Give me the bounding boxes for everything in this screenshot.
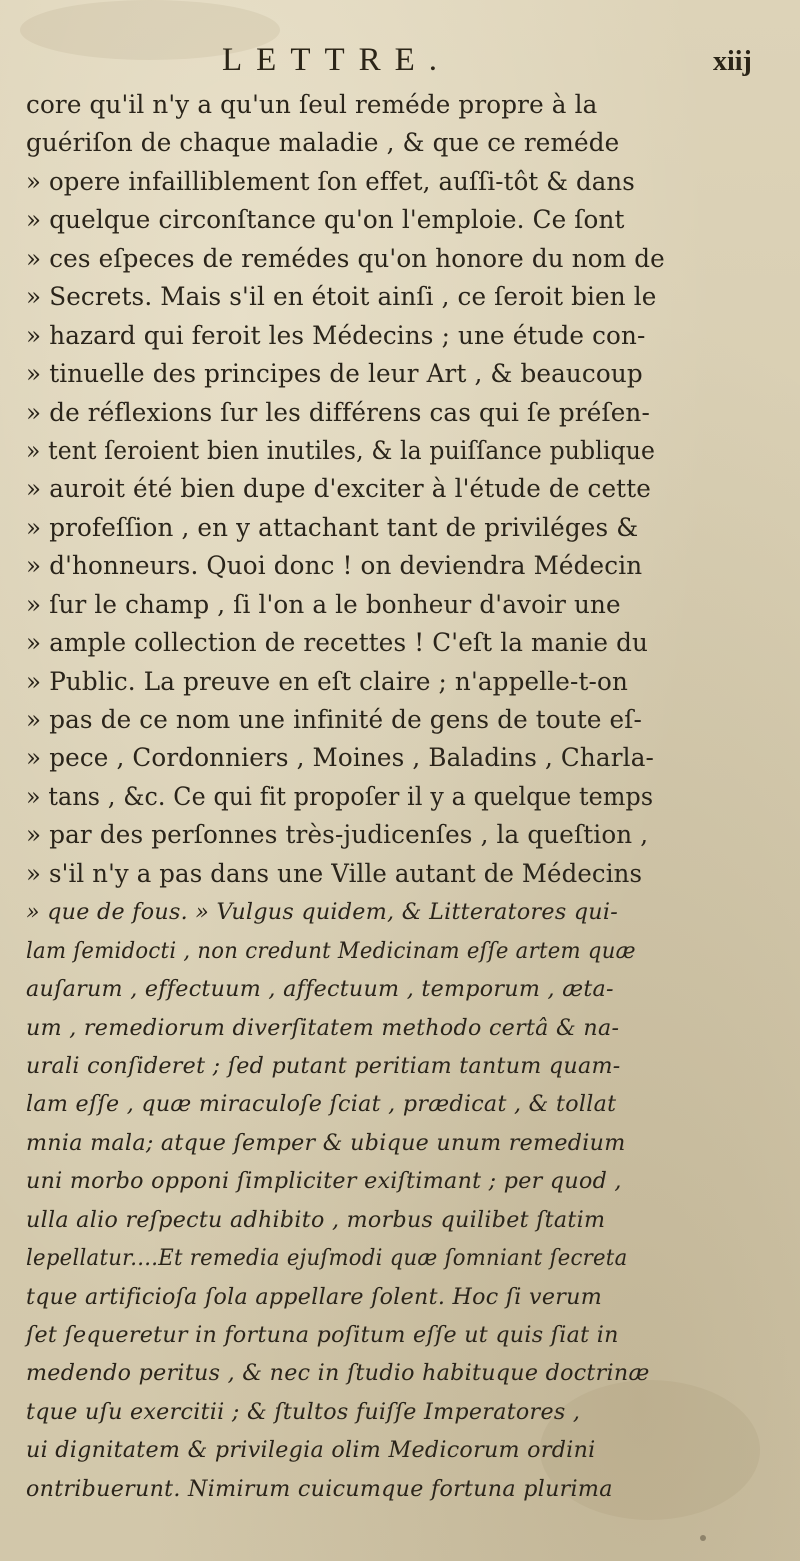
- text-line: ulla alio reſpectu adhibito , morbus quilibet ſtatim: [26, 1206, 606, 1233]
- text-line: » profeſſion , en y attachant tant de priviléges &: [26, 512, 639, 542]
- page-header: [0, 42, 800, 82]
- text-line: ſet ſequeretur in fortuna poſitum eſſe ut quis ſiat in: [26, 1322, 619, 1348]
- body-text: [26, 86, 786, 1508]
- text-line: ontribuerunt. Nimirum cuicumque fortuna plurima: [26, 1475, 613, 1502]
- text-line: » de réflexions ſur les différens cas qui ſe préſen-: [26, 397, 650, 427]
- text-line: mnia mala; atque ſemper & ubique unum remedium: [26, 1129, 626, 1156]
- text-line: core qu'il n'y a qu'un ſeul reméde propre à la: [26, 90, 598, 119]
- text-line: guériſon de chaque maladie , & que ce reméde: [26, 128, 620, 158]
- text-line: » opere infailliblement ſon effet, auſſi-tôt & dans: [26, 166, 635, 196]
- text-line: ui dignitatem & privilegia olim Medicorum ordini: [26, 1437, 596, 1464]
- text-line: » Secrets. Mais s'il en étoit ainſi , ce ſeroit bien le: [26, 282, 657, 312]
- text-line: » ſur le champ , ſi l'on a le bonheur d'avoir une: [26, 589, 621, 619]
- text-line: » ces eſpeces de remédes qu'on honore du nom de: [26, 243, 665, 273]
- text-line: » tans , &c. Ce qui fit propoſer il y a quelque temps: [26, 781, 654, 811]
- ink-speck: [700, 1535, 706, 1541]
- text-line: » que de fous. » Vulgus quidem, & Litteratores qui-: [26, 899, 619, 926]
- text-line: urali conſideret ; ſed putant peritiam tantum quam-: [26, 1052, 621, 1079]
- text-line: uni morbo opponi ſimpliciter exiſtimant ; per quod ,: [26, 1168, 622, 1195]
- page-number: xiij: [713, 46, 752, 77]
- text-line: um , remediorum diverſitatem methodo certâ & na-: [26, 1014, 620, 1041]
- text-line: » tinuelle des principes de leur Art , & beaucoup: [26, 359, 643, 389]
- text-line: » s'il n'y a pas dans une Ville autant de Médecins: [26, 858, 643, 888]
- text-line: lam eſſe , quæ miraculoſe ſciat , prædicat , & tollat: [26, 1091, 617, 1118]
- text-line: lepellatur....Et remedia ejuſmodi quæ ſomniant ſecreta: [26, 1245, 628, 1272]
- running-title: LETTRE.: [222, 42, 452, 78]
- text-line: » hazard qui feroit les Médecins ; une étude con-: [26, 320, 646, 350]
- text-line: » ample collection de recettes ! C'eſt la manie du: [26, 628, 648, 658]
- text-line: » pece , Cordonniers , Moines , Baladins , Charla-: [26, 743, 655, 773]
- text-line: tque artificioſa ſola appellare ſolent. Hoc ſi verum: [26, 1283, 603, 1310]
- text-line: » Public. La preuve en eſt claire ; n'appelle-t-on: [26, 666, 628, 696]
- text-line: tque uſu exercitii ; & ſtultos fuiſſe Imperatores ,: [26, 1398, 581, 1425]
- text-line: » auroit été bien dupe d'exciter à l'étude de cette: [26, 474, 651, 504]
- text-line: lam ſemidocti , non credunt Medicinam eſſe artem quæ: [26, 937, 636, 964]
- text-line: » par des perſonnes très-judicenſes , la queſtion ,: [26, 820, 649, 850]
- text-line: medendo peritus , & nec in ſtudio habituque doctrinæ: [26, 1360, 650, 1387]
- text-line: » d'honneurs. Quoi donc ! on deviendra Médecin: [26, 551, 643, 581]
- text-line: auſarum , effectuum , affectuum , temporum , æta-: [26, 976, 614, 1003]
- text-line: » pas de ce nom une infinité de gens de toute eſ-: [26, 705, 643, 734]
- text-line: » tent ſeroient bien inutiles, & la puiſſance publique: [26, 435, 656, 465]
- text-line: » quelque circonſtance qu'on l'emploie. Ce ſont: [26, 205, 625, 235]
